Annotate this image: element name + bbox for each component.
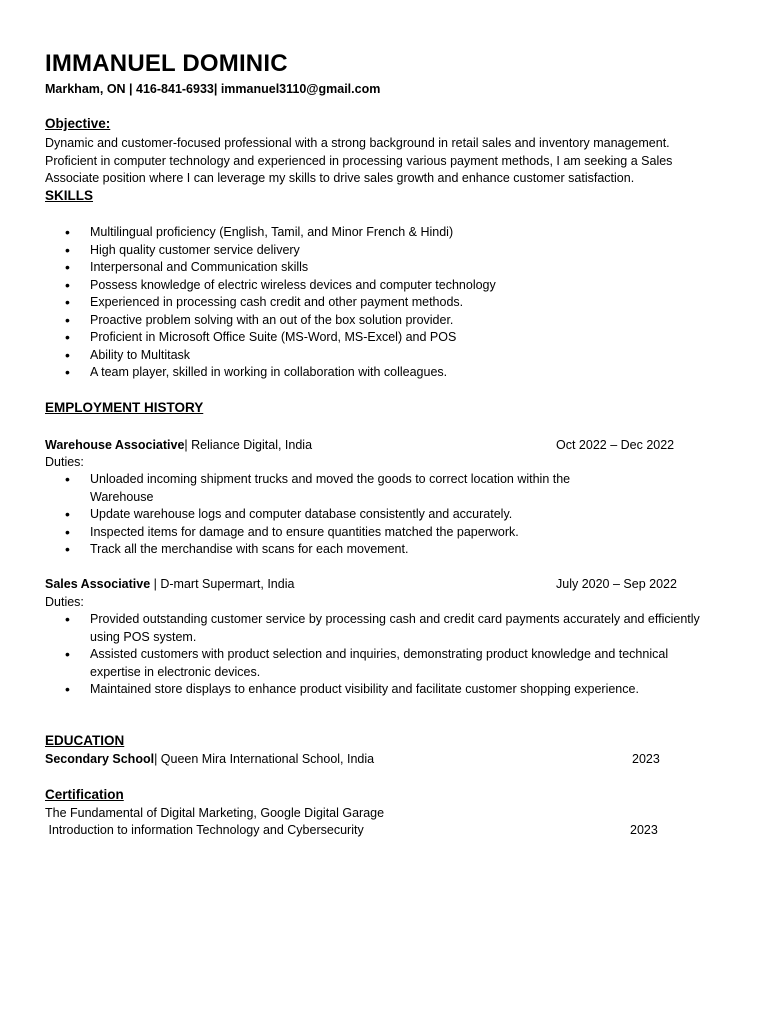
duties-list (45, 611, 720, 699)
list-item: • Experienced in processing cash credit and other payment methods. (45, 294, 715, 312)
list-item: • Update warehouse logs and computer database consistently and accurately. (45, 506, 605, 524)
list-item: • Track all the merchandise with scans for each movement. (45, 541, 605, 559)
candidate-name: IMMANUEL DOMINIC (45, 50, 288, 77)
duties-label: Duties: (45, 595, 84, 609)
job-employer: | Reliance Digital, India (184, 438, 313, 452)
skills-heading: SKILLS (45, 188, 94, 203)
job-dates: Oct 2022 – Dec 2022 (556, 438, 675, 452)
certification-line: The Fundamental of Digital Marketing, Google Digital Garage (45, 806, 385, 820)
certification-line: Introduction to information Technology and Cybersecurity (45, 823, 364, 837)
education-heading: EDUCATION (45, 733, 125, 748)
school: | Queen Mira International School, India (154, 752, 375, 766)
list-item: • Multilingual proficiency (English, Tamil, and Minor French & Hindi) (45, 224, 715, 242)
employment-heading: EMPLOYMENT HISTORY (45, 400, 204, 415)
list-item: • Maintained store displays to enhance product visibility and facilitate customer shopping experience. (45, 681, 720, 699)
list-item: • Provided outstanding customer service by processing cash and credit card payments accurately and efficiently using POS system. (45, 611, 720, 646)
list-item: • Unloaded incoming shipment trucks and moved the goods to correct location within the Warehouse (45, 471, 605, 506)
job-title: Sales Associative (45, 577, 151, 591)
skills-list (45, 224, 715, 382)
list-item: • Inspected items for damage and to ensure quantities matched the paperwork. (45, 524, 605, 542)
contact-info: Markham, ON | 416-841-6933| immanuel3110@gmail.com (45, 82, 381, 96)
list-item: • Possess knowledge of electric wireless devices and computer technology (45, 277, 715, 295)
list-item: • Ability to Multitask (45, 347, 715, 365)
certification-year: 2023 (630, 823, 658, 837)
duties-label: Duties: (45, 455, 84, 469)
list-item: • Assisted customers with product selection and inquiries, demonstrating product knowledge and technical expertise in electronic devices. (45, 646, 720, 681)
job-dates: July 2020 – Sep 2022 (556, 577, 677, 591)
list-item: • Proactive problem solving with an out of the box solution provider. (45, 312, 715, 330)
objective-text: Dynamic and customer-focused professional with a strong background in retail sales and inventory management. Proficient in computer technology and experienced in processing various payment methods, I am seeking a Sales Associate position where I can leverage my skills to drive sales growth and enhance customer satisfaction. (45, 136, 673, 185)
job-title-line (45, 576, 294, 594)
job-title: Warehouse Associative (45, 438, 185, 452)
education-year: 2023 (632, 752, 660, 766)
list-item: • A team player, skilled in working in collaboration with colleagues. (45, 364, 715, 382)
job-employer: | D-mart Supermart, India (150, 577, 295, 591)
certification-heading: Certification (45, 787, 124, 802)
duties-list (45, 471, 605, 559)
job-title-line (45, 437, 312, 455)
list-item: • High quality customer service delivery (45, 242, 715, 260)
objective-heading: Objective: (45, 116, 111, 131)
list-item: • Proficient in Microsoft Office Suite (MS-Word, MS-Excel) and POS (45, 329, 715, 347)
education-line (45, 751, 374, 769)
degree: Secondary School (45, 752, 155, 766)
list-item: • Interpersonal and Communication skills (45, 259, 715, 277)
